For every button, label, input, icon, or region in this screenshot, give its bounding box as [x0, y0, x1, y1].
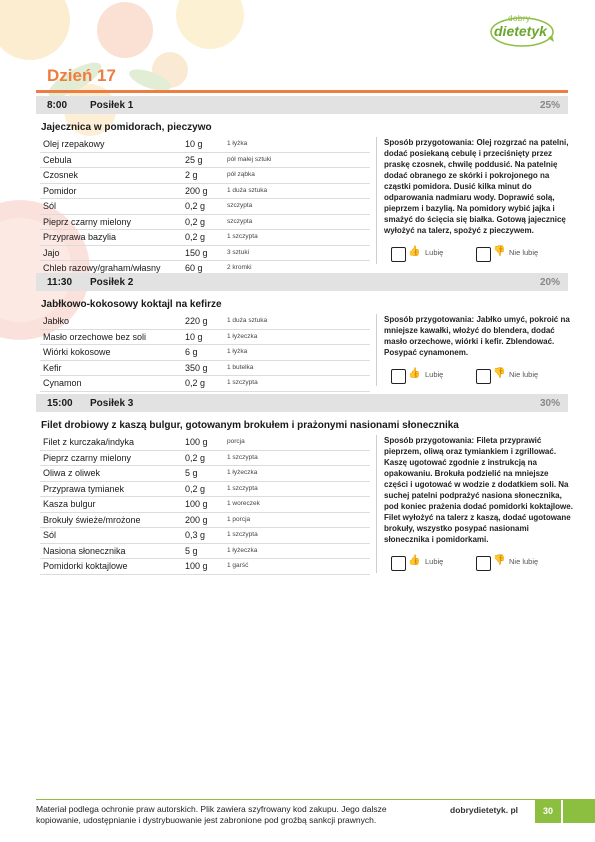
ingredient-quantity: 10 g — [185, 139, 203, 149]
ingredient-quantity: 0,2 g — [185, 378, 206, 388]
ingredient-unit: 1 garść — [227, 562, 249, 569]
ingredient-name: Kefir — [43, 362, 62, 373]
logo-big-text: dietetyk — [494, 23, 547, 39]
dislike-checkbox[interactable] — [476, 369, 491, 384]
like-checkbox[interactable] — [391, 556, 406, 571]
ingredient-quantity: 5 g — [185, 468, 198, 478]
meal-label: Posiłek 2 — [90, 277, 134, 288]
ingredient-name: Jabłko — [43, 316, 70, 326]
thumbs-down-icon: 👎 — [493, 368, 506, 379]
ingredient-row — [40, 466, 370, 482]
ingredient-name: Przyprawa tymianek — [43, 483, 125, 494]
ingredient-quantity: 0,2 g — [185, 483, 206, 494]
dislike-label: Nie lubię — [509, 370, 539, 379]
thumbs-down-icon: 👎 — [493, 555, 506, 566]
ingredient-unit: pół ząbka — [227, 171, 255, 178]
ingredient-row — [40, 451, 370, 467]
ingredient-name: Przyprawa bazylia — [43, 232, 117, 242]
ingredient-row — [40, 184, 370, 200]
ingredient-name: Pieprz czarny mielony — [43, 216, 132, 227]
ingredient-name: Sól — [43, 530, 57, 540]
like-label: Lubię — [425, 248, 444, 257]
ingredient-list — [40, 137, 370, 277]
ingredient-row — [40, 168, 370, 184]
ingredient-row — [40, 246, 370, 262]
ingredient-unit: szczypta — [227, 202, 253, 209]
ingredient-unit: porcja — [227, 438, 245, 445]
ingredient-quantity: 6 g — [185, 347, 198, 357]
ingredient-quantity: 350 g — [185, 362, 208, 373]
meal-title: Filet drobiowy z kaszą bulgur, gotowanym brokułem i prażonymi nasionami słonecznika — [41, 420, 459, 431]
copyright-notice: Materiał podlega ochronie praw autorskich. Plik zawiera szyfrowany kod zakupu. Jego dalsze kopiowanie, udostępnianie i dystrybuowanie jest zabronione pod groźbą sankcji prawnych. — [36, 804, 387, 825]
ingredient-row — [40, 314, 370, 330]
ingredient-unit: 1 butelka — [227, 363, 254, 371]
ingredient-unit: 1 duża sztuka — [227, 186, 268, 194]
ingredient-unit: 1 szczypta — [227, 484, 258, 492]
ingredient-quantity: 60 g — [185, 263, 203, 273]
meal-time: 15:00 — [47, 398, 73, 409]
meal-section-3 — [36, 394, 573, 571]
dislike-label: Nie lubię — [509, 248, 539, 257]
meal-label: Posiłek 1 — [90, 100, 134, 111]
ingredient-name: Czosnek — [43, 170, 79, 180]
thumbs-up-icon: 👍 — [408, 555, 421, 566]
preparation-panel — [376, 435, 574, 573]
ingredient-row — [40, 153, 370, 169]
meal-title: Jabłkowo-kokosowy koktajl na kefirze — [41, 299, 222, 310]
ingredient-name: Sól — [43, 201, 57, 211]
ingredient-quantity: 2 g — [185, 170, 198, 180]
ingredient-name: Cebula — [43, 154, 72, 165]
ingredient-quantity: 100 g — [185, 437, 208, 447]
ingredient-unit: 1 szczypta — [227, 453, 258, 461]
ingredient-quantity: 0,2 g — [185, 201, 206, 211]
ingredient-name: Pieprz czarny mielony — [43, 452, 132, 463]
ingredient-row — [40, 497, 370, 513]
page-number: 30 — [535, 799, 561, 823]
ingredient-name: Oliwa z oliwek — [43, 468, 101, 478]
meal-header-bar — [36, 273, 568, 291]
ingredient-row — [40, 559, 370, 575]
ingredient-row — [40, 528, 370, 544]
ingredient-name: Brokuły świeże/mrożone — [43, 514, 141, 525]
ingredient-unit: 1 łyżeczka — [227, 469, 258, 476]
ingredient-unit: pół małej sztuki — [227, 155, 272, 163]
thumbs-up-icon: 👍 — [408, 368, 421, 379]
ingredient-quantity: 25 g — [185, 154, 203, 165]
ingredient-quantity: 0,2 g — [185, 216, 206, 227]
ingredient-quantity: 220 g — [185, 316, 208, 326]
preparation-text: Sposób przygotowania: Jabłko umyć, pokroić na mniejsze kawałki, włożyć do blendera, dodać masło orzechowe, wiórki i kefir. Zblendować. Posypać cynamonem. — [384, 315, 570, 357]
ingredient-name: Cynamon — [43, 378, 82, 388]
ingredient-unit: 1 woreczek — [227, 500, 260, 507]
dislike-checkbox[interactable] — [476, 247, 491, 262]
meal-time: 11:30 — [47, 277, 73, 288]
preparation-panel — [376, 137, 574, 264]
ingredient-name: Nasiona słonecznika — [43, 545, 126, 556]
ingredient-unit: 1 łyżeczka — [227, 546, 258, 554]
brand-logo — [488, 14, 560, 50]
meal-time: 8:00 — [47, 100, 68, 111]
ingredient-row — [40, 137, 370, 153]
like-checkbox[interactable] — [391, 247, 406, 262]
rating-row — [384, 553, 574, 573]
ingredient-unit: 1 szczypta — [227, 531, 258, 538]
ingredient-unit: 1 duża sztuka — [227, 317, 268, 324]
ingredient-row — [40, 345, 370, 361]
footer-site-link[interactable]: dobrydietetyk. pl — [450, 805, 519, 815]
thumbs-up-icon: 👍 — [408, 246, 421, 257]
meal-title: Jajecznica w pomidorach, pieczywo — [41, 122, 212, 133]
meal-section-2 — [36, 273, 570, 388]
ingredient-row — [40, 199, 370, 215]
ingredient-name: Chleb razowy/graham/własny — [43, 263, 161, 273]
ingredient-name: Wiórki kokosowe — [43, 347, 111, 357]
ingredient-quantity: 100 g — [185, 561, 208, 571]
ingredient-unit: 1 łyżka — [227, 140, 248, 147]
ingredient-unit: szczypta — [227, 217, 253, 225]
ingredient-row — [40, 361, 370, 377]
meal-header-bar — [36, 394, 568, 412]
logo-small-text: dobry — [508, 14, 531, 23]
like-label: Lubię — [425, 370, 444, 379]
ingredient-row — [40, 482, 370, 498]
ingredient-quantity: 0,3 g — [185, 530, 206, 540]
meal-percent: 25% — [539, 100, 560, 111]
ingredient-row — [40, 544, 370, 560]
footer-divider — [36, 799, 568, 800]
footer-accent-block — [563, 799, 595, 823]
ingredient-quantity: 5 g — [185, 545, 198, 556]
dislike-label: Nie lubię — [509, 557, 539, 566]
ingredient-unit: 2 kromki — [227, 264, 252, 271]
ingredient-name: Pomidorki koktajlowe — [43, 561, 128, 571]
ingredient-name: Jajo — [43, 247, 60, 258]
preparation-text: Sposób przygotowania: Olej rozgrzać na patelni, dodać posiekaną cebulę i przeciśnięty przez praskę czosnek, chwilę poddusić. Na patelnię dodać obranego ze skórki i pokrojonego na cząstki pomidora. Dusić kilka minut do odparowania nadmiaru wody. Doprawić solą, pieprzem i bazylią. Na pomidory wybić jajka i smażyć do ścięcia się białka. Gotową jajecznicę wyłożyć na talerz, spożyć z pieczywem. — [384, 138, 569, 235]
like-label: Lubię — [425, 557, 444, 566]
ingredient-row — [40, 330, 370, 346]
ingredient-name: Filet z kurczaka/indyka — [43, 437, 135, 447]
ingredient-row — [40, 215, 370, 231]
ingredient-name: Masło orzechowe bez soli — [43, 331, 147, 342]
ingredient-quantity: 0,2 g — [185, 452, 206, 463]
meal-percent: 20% — [539, 277, 560, 288]
dislike-checkbox[interactable] — [476, 556, 491, 571]
ingredient-quantity: 150 g — [185, 247, 208, 258]
ingredient-list — [40, 314, 370, 392]
ingredient-quantity: 10 g — [185, 331, 203, 342]
title-divider — [36, 90, 568, 93]
ingredient-unit: 1 łyżka — [227, 348, 248, 355]
rating-row — [384, 366, 574, 386]
meal-percent: 30% — [539, 398, 560, 409]
meal-label: Posiłek 3 — [90, 398, 134, 409]
preparation-text: Sposób przygotowania: Fileta przyprawić pieprzem, oliwą oraz tymiankiem i zgrillować. Kaszę ugotować zgodnie z instrukcją na opakowaniu. Brokuła podzielić na mniejsze części i ugotować w wodzie z dodatkiem soli. Na suchej patelni podprażyć nasiona słonecznika, pod koniec prażenia dodać pomidorki koktajlowe. Filet wyłożyć na talerz z kaszą, dodać ugotowane brokuły, wszystko posypać nasionami słonecznika i pomidorkami. — [384, 436, 573, 544]
rating-row — [384, 244, 574, 264]
meal-header-bar — [36, 96, 568, 114]
ingredient-name: Olej rzepakowy — [43, 139, 105, 149]
ingredient-row — [40, 435, 370, 451]
ingredient-row — [40, 513, 370, 529]
ingredient-unit: 1 szczypta — [227, 379, 258, 386]
ingredient-unit: 1 porcja — [227, 515, 251, 523]
day-title: Dzień 17 — [47, 66, 116, 85]
ingredient-unit: 1 szczypta — [227, 233, 258, 240]
ingredient-quantity: 200 g — [185, 514, 208, 525]
ingredient-list — [40, 435, 370, 575]
ingredient-row — [40, 230, 370, 246]
like-checkbox[interactable] — [391, 369, 406, 384]
thumbs-down-icon: 👎 — [493, 246, 506, 257]
ingredient-unit: 1 łyżeczka — [227, 332, 258, 340]
ingredient-name: Kasza bulgur — [43, 499, 96, 509]
ingredient-unit: 3 sztuki — [227, 248, 250, 256]
ingredient-name: Pomidor — [43, 185, 77, 196]
ingredient-row — [40, 376, 370, 392]
preparation-panel — [376, 314, 574, 386]
meal-section-1 — [36, 96, 569, 273]
ingredient-quantity: 200 g — [185, 185, 208, 196]
ingredient-quantity: 0,2 g — [185, 232, 206, 242]
ingredient-quantity: 100 g — [185, 499, 208, 509]
